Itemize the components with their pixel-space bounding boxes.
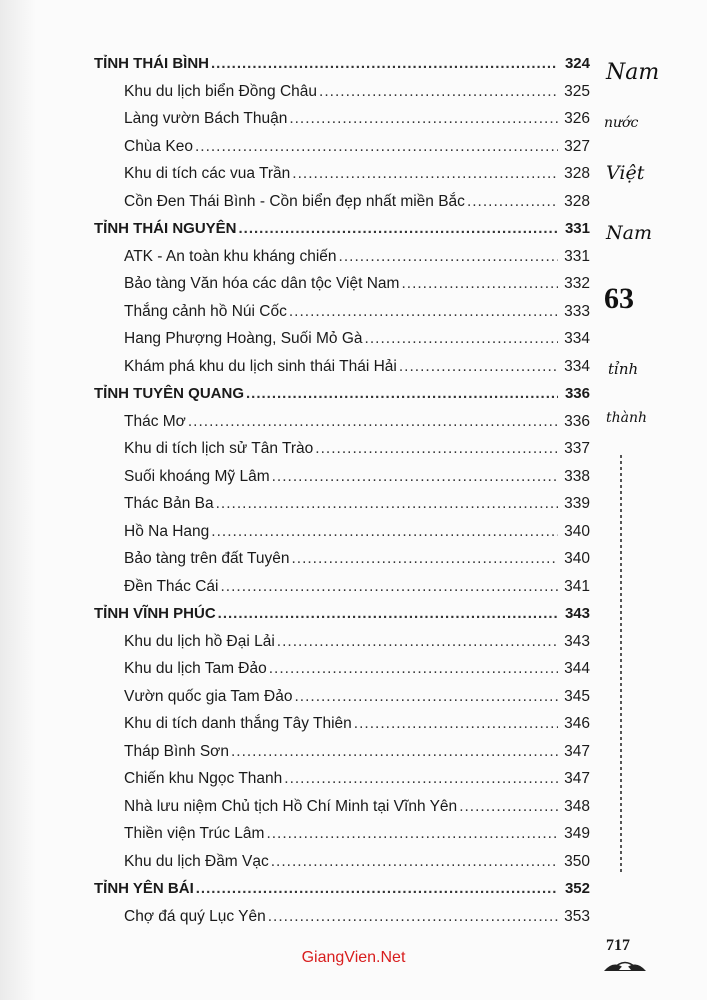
toc-entry	[124, 275, 590, 301]
toc-page-number: 347	[564, 742, 590, 760]
toc-title: TỈNH THÁI BÌNH	[94, 55, 209, 72]
toc-title: Khu du lịch Đầm Vạc	[124, 852, 269, 870]
toc-entry	[124, 770, 590, 796]
watermark-text: GiangVien.Net	[301, 949, 406, 966]
toc-section-heading	[94, 220, 590, 246]
toc-entry	[124, 660, 590, 686]
toc-entry	[124, 165, 590, 191]
toc-entry	[124, 138, 590, 164]
toc-page-number: 326	[564, 110, 590, 127]
toc-title: Thiền viện Trúc Lâm	[124, 825, 265, 842]
toc-page-number: 337	[564, 440, 590, 457]
toc-entry	[124, 633, 590, 659]
toc-page-number: 334	[564, 357, 590, 375]
toc-page-number: 332	[564, 275, 590, 292]
dot-leader	[218, 605, 558, 622]
dotted-vertical-rule	[620, 455, 622, 875]
toc-page-number: 352	[564, 880, 590, 897]
toc-page-number: 344	[564, 660, 590, 677]
dot-leader	[239, 220, 559, 237]
dot-leader	[211, 523, 558, 541]
toc-title: Nhà lưu niệm Chủ tịch Hồ Chí Minh tại Vĩnh Yên	[124, 797, 458, 815]
dot-leader	[315, 440, 558, 458]
dot-leader	[188, 413, 558, 431]
toc-title: Bảo tàng trên đất Tuyên	[124, 550, 290, 567]
toc-entry	[124, 853, 590, 879]
dot-leader	[294, 688, 558, 706]
toc-entry	[124, 715, 590, 741]
toc-entry	[124, 83, 590, 109]
dot-leader	[272, 468, 558, 486]
toc-page-number: 331	[564, 247, 590, 265]
toc-page-number: 349	[564, 825, 590, 842]
toc-page-number: 346	[564, 715, 590, 732]
dot-leader	[467, 193, 558, 211]
toc-section-heading	[94, 605, 590, 631]
toc-title: Khu di tích lịch sử Tân Trào	[124, 440, 314, 457]
handwritten-word-thanh: thành	[606, 410, 648, 426]
dot-leader	[216, 495, 558, 513]
toc-entry	[124, 413, 590, 439]
toc-title: Khu du lịch biển Đồng Châu	[124, 82, 318, 100]
toc-title: Đền Thác Cái	[124, 577, 219, 595]
dot-leader	[339, 248, 558, 266]
dot-leader	[365, 330, 558, 348]
toc-title: Khu di tích danh thắng Tây Thiên	[124, 715, 352, 732]
toc-page-number: 353	[564, 907, 590, 925]
toc-entry	[124, 550, 590, 576]
toc-page-number: 336	[564, 412, 590, 430]
toc-entry	[124, 248, 590, 274]
toc-entry	[124, 578, 590, 604]
toc-entry	[124, 468, 590, 494]
dot-leader	[401, 275, 558, 293]
toc-title: Làng vườn Bách Thuận	[124, 110, 288, 127]
toc-page-number: 341	[564, 577, 590, 595]
toc-section-heading	[94, 880, 590, 906]
toc-title: Bảo tàng Văn hóa các dân tộc Việt Nam	[124, 275, 400, 292]
dot-leader	[354, 715, 558, 733]
toc-title: TỈNH THÁI NGUYÊN	[94, 220, 237, 237]
handwritten-word-nam: Nam	[606, 60, 660, 85]
dot-leader	[292, 165, 558, 183]
toc-title: TỈNH VĨNH PHÚC	[94, 605, 216, 622]
dot-leader	[277, 633, 558, 651]
handwritten-word-nuoc: nước	[604, 115, 639, 131]
toc-page-number: 328	[564, 192, 590, 210]
toc-title: Thác Mơ	[124, 412, 186, 430]
toc-title: Vườn quốc gia Tam Đảo	[124, 687, 293, 705]
dot-leader	[271, 853, 558, 871]
dot-leader	[266, 825, 558, 843]
toc-title: Tháp Bình Sơn	[124, 742, 229, 760]
toc-page-number: 325	[564, 82, 590, 100]
toc-page-number: 327	[564, 137, 590, 155]
dot-leader	[268, 908, 558, 926]
dot-leader	[399, 358, 558, 376]
toc-entry	[124, 798, 590, 824]
dot-leader	[319, 83, 558, 101]
dot-leader	[211, 55, 558, 72]
toc-title: TỈNH YÊN BÁI	[94, 880, 194, 897]
toc-entry	[124, 193, 590, 219]
toc-page-number: 324	[564, 55, 590, 72]
side-number: 63	[604, 282, 634, 315]
handwritten-word-tinh: tỉnh	[608, 360, 639, 378]
toc-title: TỈNH TUYÊN QUANG	[94, 385, 244, 402]
handwritten-word-nam-2: Nam	[606, 222, 652, 244]
dot-leader	[291, 550, 558, 568]
dot-leader	[196, 880, 558, 897]
toc-title: Thác Bản Ba	[124, 495, 214, 512]
toc-section-heading	[94, 385, 590, 411]
dot-leader	[289, 110, 558, 128]
toc-page-number: 345	[564, 687, 590, 705]
toc-page-number: 336	[564, 385, 590, 402]
toc-page-number: 334	[564, 330, 590, 347]
toc-entry	[124, 908, 590, 934]
toc-title: Hồ Na Hang	[124, 522, 210, 540]
dot-leader	[231, 743, 558, 761]
toc-title: Thắng cảnh hồ Núi Cốc	[124, 302, 287, 320]
toc-title: Hang Phượng Hoàng, Suối Mỏ Gà	[124, 330, 363, 347]
dot-leader	[284, 770, 558, 788]
toc-page-number: 331	[564, 220, 590, 237]
toc-page-number: 338	[564, 467, 590, 485]
toc-section-heading	[94, 55, 590, 81]
toc-entry	[124, 825, 590, 851]
toc-entry	[124, 440, 590, 466]
toc-page-number: 340	[564, 522, 590, 540]
toc-title: Khu di tích các vua Trần	[124, 165, 291, 182]
side-decoration	[596, 0, 696, 1000]
toc-entry	[124, 688, 590, 714]
toc-page-number: 340	[564, 550, 590, 567]
toc-entry	[124, 358, 590, 384]
toc-page-number: 350	[564, 852, 590, 870]
dot-leader	[269, 660, 558, 678]
toc-entry	[124, 523, 590, 549]
toc-title: Suối khoáng Mỹ Lâm	[124, 467, 270, 485]
toc-title: Chợ đá quý Lục Yên	[124, 907, 266, 925]
dot-leader	[246, 385, 558, 402]
dot-leader	[195, 138, 558, 156]
toc-page-number: 347	[564, 770, 590, 787]
toc-title: Chùa Keo	[124, 137, 193, 155]
toc-page-number: 339	[564, 495, 590, 512]
dot-leader	[220, 578, 558, 596]
page-number: 717	[606, 937, 630, 954]
toc-entry	[124, 110, 590, 136]
toc-title: Khám phá khu du lịch sinh thái Thái Hải	[124, 357, 397, 375]
toc-title: Cồn Đen Thái Bình - Cồn biển đẹp nhất miền Bắc	[124, 192, 465, 210]
dot-leader	[459, 798, 558, 816]
toc-entry	[124, 743, 590, 769]
toc-title: Khu du lịch Tam Đảo	[124, 660, 267, 677]
dot-leader	[289, 303, 558, 321]
toc-page-number: 348	[564, 797, 590, 815]
toc-page-number: 328	[564, 165, 590, 182]
toc-title: ATK - An toàn khu kháng chiến	[124, 247, 337, 265]
toc-entry	[124, 330, 590, 356]
toc-page-number: 343	[564, 605, 590, 622]
toc-entry	[124, 303, 590, 329]
toc-title: Khu du lịch hồ Đại Lải	[124, 632, 275, 650]
toc-page-number: 343	[564, 632, 590, 650]
handwritten-word-viet: Việt	[606, 162, 645, 184]
toc-entry	[124, 495, 590, 521]
toc-title: Chiến khu Ngọc Thanh	[124, 770, 283, 787]
toc-page-number: 333	[564, 302, 590, 320]
